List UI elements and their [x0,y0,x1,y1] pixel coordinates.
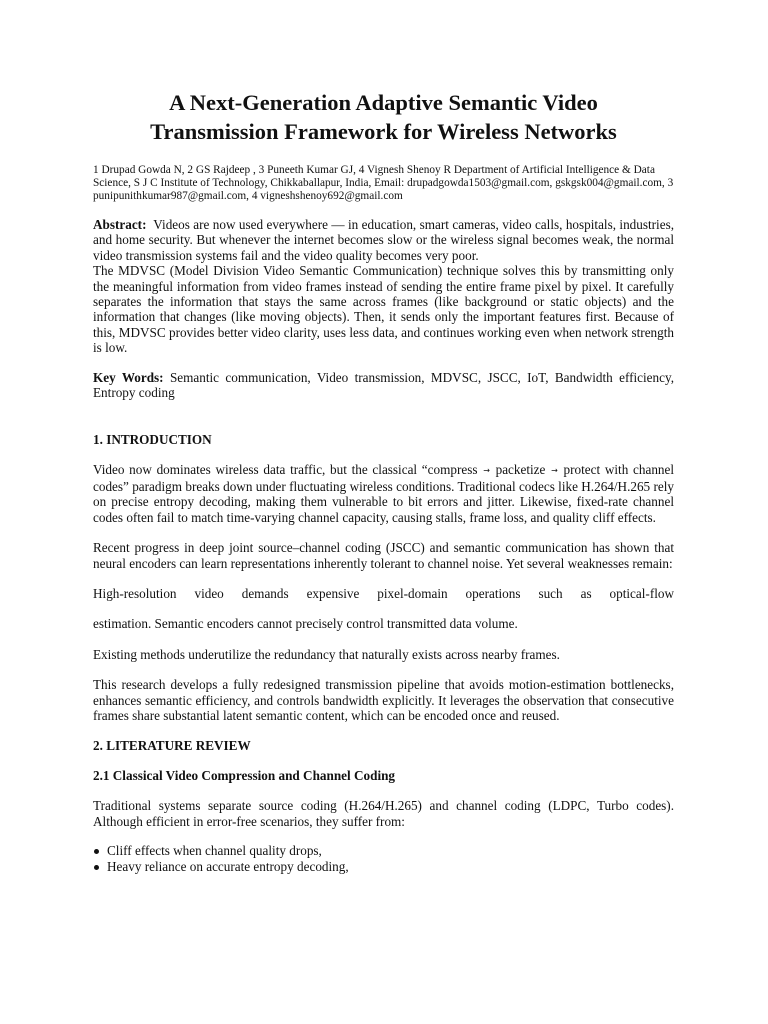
list-item-text: Heavy reliance on accurate entropy decoding, [107,858,349,874]
section-heading-literature-review: 2. LITERATURE REVIEW [93,738,251,754]
title-line-2: Transmission Framework for Wireless Networks [150,119,617,144]
title-line-1: A Next-Generation Adaptive Semantic Video [169,90,598,115]
intro-p1-part-c: protect with channel codes” paradigm breaks down under fluctuating wireless conditions. Traditional codecs like H.264/H.265 rely on precise entropy decoding, making them vulnerable to bit errors and jitter. Likewise, fixed-rate channel codes often fail to match time-varying channel capacity, causing stalls, frame loss, and quality cliff effects. [93,462,675,525]
intro-paragraph-1 [93,462,674,525]
keywords-text: Semantic communication, Video transmission, MDVSC, JSCC, IoT, Bandwidth efficiency, Entropy coding [93,369,675,401]
literature-paragraph-1: Traditional systems separate source coding (H.264/H.265) and channel coding (LDPC, Turbo codes). Although efficient in error-free scenarios, they suffer from: [93,798,674,829]
list-item [93,859,674,874]
intro-paragraph-2: Recent progress in deep joint source–channel coding (JSCC) and semantic communication has shown that neural encoders can learn representations inherently tolerant to channel noise. Yet several weaknesses remain: [93,540,674,571]
keywords-label: Key Words: [93,369,164,385]
paper-title [93,88,674,146]
abstract-text: Videos are now used everywhere — in education, smart cameras, video calls, hospitals, industries, and home security. But whenever the internet becomes slow or the wireless signal becomes weak, the normal video transmission systems fail and the video quality becomes very poor. [93,217,675,263]
bullet-list [93,843,674,874]
list-item [93,843,674,858]
subsection-heading: 2.1 Classical Video Compression and Channel Coding [93,768,396,784]
intro-p1-part-b: packetize [495,462,546,478]
bullet-icon [94,865,99,870]
section-heading-introduction: 1. INTRODUCTION [93,432,212,448]
paper-page [93,0,674,874]
abstract-label: Abstract: [93,217,147,232]
intro-paragraph-5: Existing methods underutilize the redundancy that naturally exists across nearby frames. [93,646,560,662]
abstract [93,217,674,263]
arrow-icon: → [551,466,558,476]
bullet-icon [94,849,99,854]
abstract-text-2: The MDVSC (Model Division Video Semantic Communication) technique solves this by transmitting only the meaningful information from video frames instead of sending the entire frame pixel by pixel. It carefully separates the information that stays the same across frames (like background or static objects) and the information that changes (like moving objects). Then, it sends only the important features first. Because of this, MDVSC provides better video clarity, uses less data, and continues working even when network strength is low. [93,263,674,356]
intro-p1-part-a: Video now dominates wireless data traffic, but the classical “compress [93,462,478,478]
intro-paragraph-6: This research develops a fully redesigned transmission pipeline that avoids motion-estimation bottlenecks, enhances semantic efficiency, and controls bandwidth explicitly. It leverages the observation that consecutive frames share substantial latent semantic content, which can be encoded once and reused. [93,677,674,723]
arrow-icon: → [483,466,490,476]
list-item-text: Cliff effects when channel quality drops, [107,843,322,859]
author-affiliations: 1 Drupad Gowda N, 2 GS Rajdeep , 3 Puneeth Kumar GJ, 4 Vignesh Shenoy R Department of Artificial Intelligence & Data Science, S J C Institute of Technology, Chikkaballapur, India, Email: drupadgowda1503@gmail.com, gskgsk004@gmail.com, 3 punipunithkumar987@gmail.com, 4 vigneshshenoy692@gmail.com [93,164,674,202]
intro-paragraph-4: estimation. Semantic encoders cannot precisely control transmitted data volume. [93,616,518,632]
keywords [93,370,674,401]
intro-paragraph-3: High-resolution video demands expensive pixel-domain operations such as optical-flow [93,585,674,601]
